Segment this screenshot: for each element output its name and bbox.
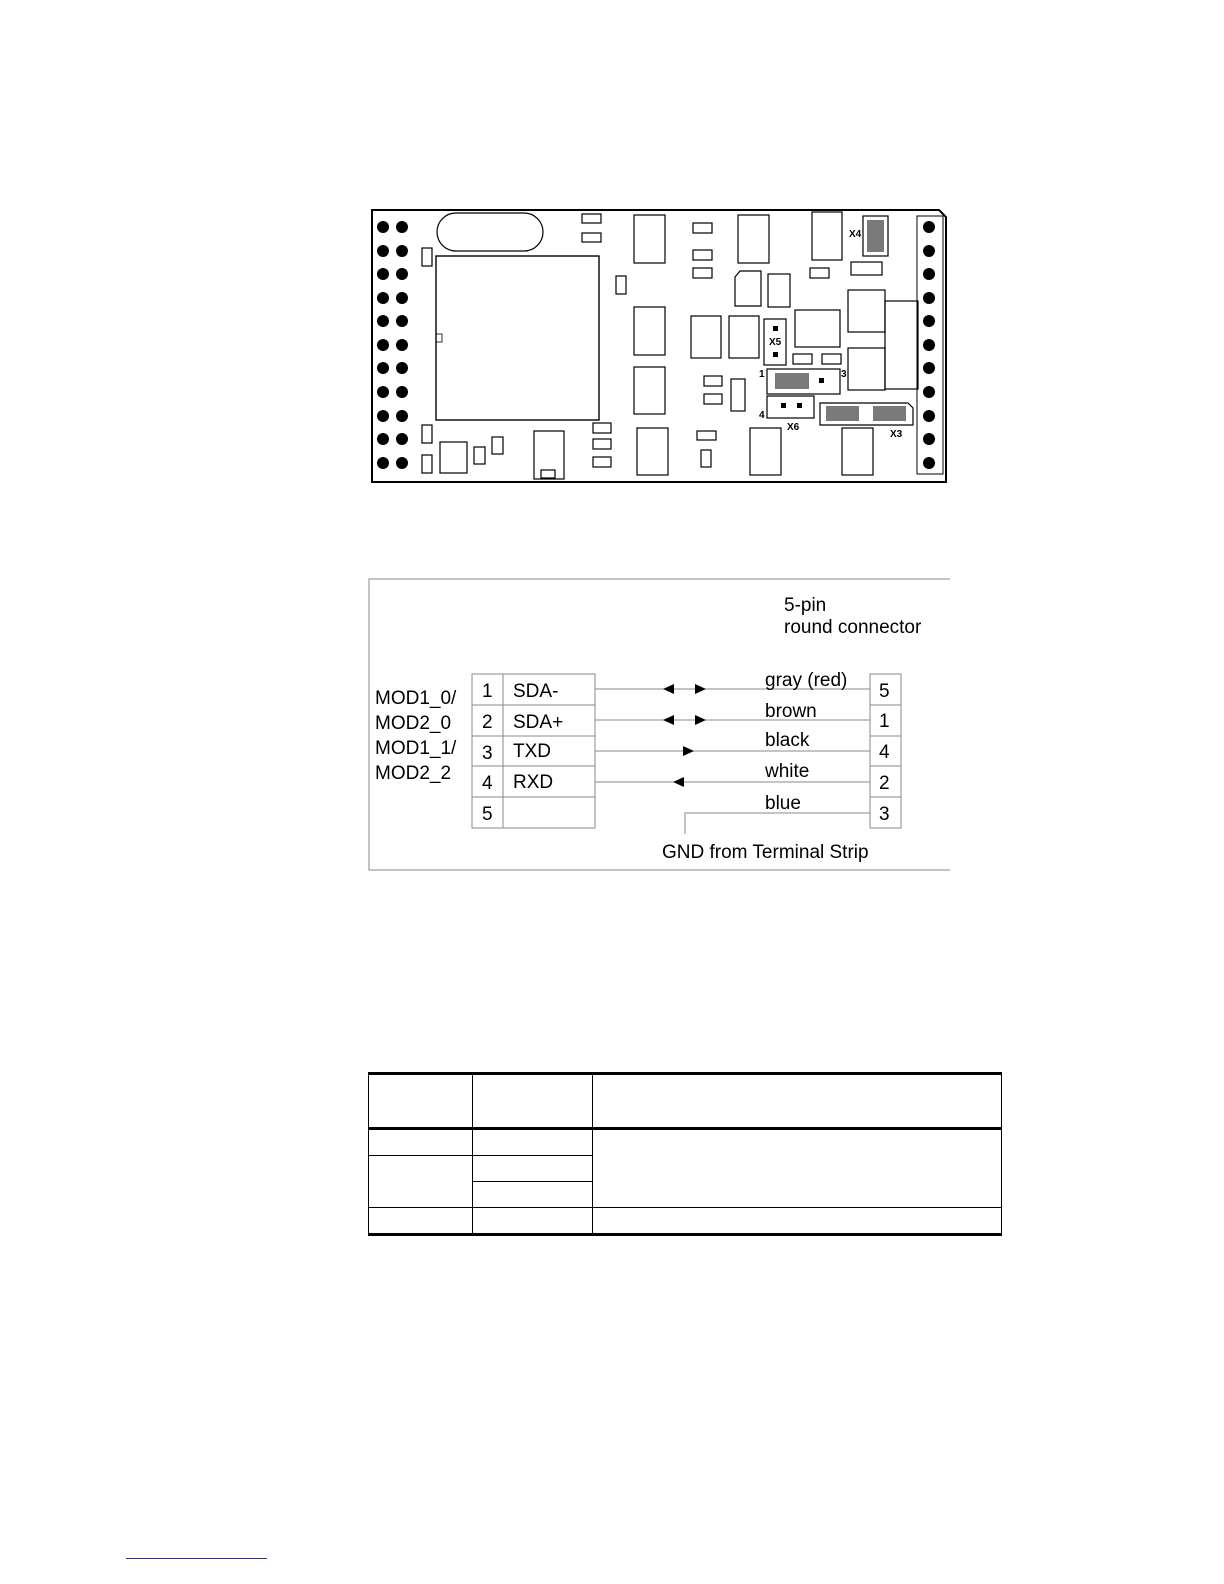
table-header-cell (472, 1074, 592, 1129)
table-row (369, 1208, 1002, 1235)
module-label: MOD2_2 (375, 763, 452, 784)
right-pin-number: 2 (879, 773, 890, 794)
left-pin-number: 5 (482, 804, 493, 825)
pcb-board-diagram (0, 0, 1224, 500)
x6-label: X6 (787, 422, 800, 433)
right-pin-number: 5 (879, 681, 890, 702)
right-pin-number: 3 (879, 804, 890, 825)
x4-label: X4 (849, 229, 862, 240)
module-label: MOD2_0 (375, 713, 452, 734)
table-cell (472, 1156, 592, 1182)
wire-color-label: black (765, 730, 810, 751)
left-pin-number: 1 (482, 681, 493, 702)
table-cell (592, 1129, 1001, 1208)
wire-color-label: white (765, 761, 810, 782)
table-header-cell (592, 1074, 1001, 1129)
x3-label: X3 (890, 429, 903, 440)
left-pin-signal: SDA+ (513, 712, 564, 733)
footer-rule (126, 1558, 267, 1559)
table-cell (369, 1208, 473, 1235)
left-pin-signal: RXD (513, 772, 554, 793)
pin1-label: 1 (759, 369, 765, 380)
connector-title-line2: round connector (784, 617, 922, 638)
empty-table (368, 1072, 1002, 1236)
connector-title-line1: 5-pin (784, 595, 827, 616)
left-pin-signal: SDA- (513, 681, 559, 702)
module-label: MOD1_0/ (375, 688, 457, 709)
left-pin-number: 4 (482, 773, 493, 794)
table-cell (472, 1182, 592, 1208)
pin4-label: 4 (759, 410, 765, 421)
pin3-label: 3 (841, 369, 847, 380)
table-header-row (369, 1074, 1002, 1129)
table-header-cell (369, 1074, 473, 1129)
wire-color-label: blue (765, 793, 801, 814)
left-pin-number: 3 (482, 743, 493, 764)
left-pin-number: 2 (482, 712, 493, 733)
table-row (369, 1129, 1002, 1156)
table-cell (369, 1156, 473, 1208)
x5-label: X5 (769, 337, 782, 348)
gnd-label: GND from Terminal Strip (662, 842, 869, 863)
wire-color-label: brown (765, 701, 817, 722)
table-cell (472, 1129, 592, 1156)
wiring-diagram (0, 560, 1224, 890)
table-cell (472, 1208, 592, 1235)
table-cell (369, 1129, 473, 1156)
table-cell (592, 1208, 1001, 1235)
right-pin-number: 4 (879, 742, 890, 763)
module-label: MOD1_1/ (375, 738, 457, 759)
wire-color-label: gray (red) (765, 670, 848, 691)
left-pin-signal: TXD (513, 741, 551, 762)
right-pin-number: 1 (879, 711, 890, 732)
